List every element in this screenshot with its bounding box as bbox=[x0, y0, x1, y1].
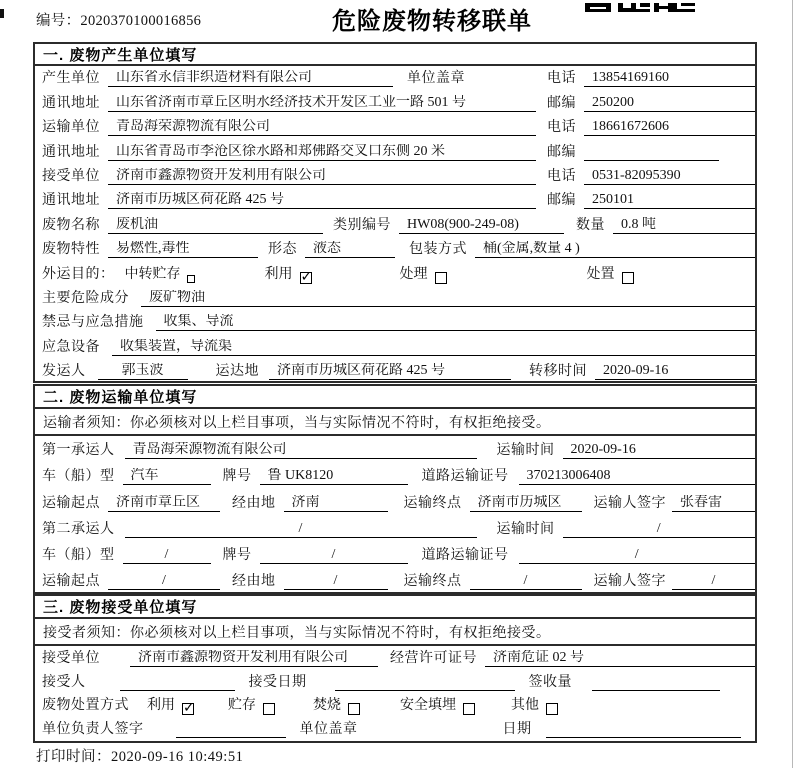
producer-value: 山东省永信非织造材料有限公司 bbox=[108, 70, 393, 87]
equipment-value: 收集装置，导流渠 bbox=[112, 339, 755, 356]
plate2-value: / bbox=[260, 547, 408, 564]
receiver-phone-label: 电话 bbox=[547, 168, 576, 184]
disposal-store-checkbox bbox=[263, 703, 275, 715]
purpose-option-label: 利用 bbox=[264, 266, 293, 282]
scan-page-edge bbox=[792, 0, 793, 768]
producer-row bbox=[35, 66, 755, 90]
manager-sign-value bbox=[176, 737, 286, 738]
vehicle1-value: 汽车 bbox=[123, 468, 211, 485]
transporter-row bbox=[35, 115, 755, 139]
origin2-value: / bbox=[108, 573, 220, 590]
purpose-option-dispose bbox=[587, 267, 634, 283]
category-label: 类别编号 bbox=[333, 217, 391, 233]
shipper-row bbox=[35, 359, 755, 383]
acceptor-row bbox=[35, 670, 755, 694]
end1-value: 济南市历城区 bbox=[470, 495, 582, 512]
via1-label: 经由地 bbox=[232, 495, 276, 511]
accept-unit-row bbox=[35, 646, 755, 670]
section-transporter bbox=[33, 384, 757, 594]
manager-sign-label: 单位负责人签字 bbox=[42, 722, 144, 738]
received-qty-label: 签收量 bbox=[528, 674, 572, 690]
disposal-utilize-checkbox bbox=[182, 703, 194, 715]
transfer-time-value: 2020-09-16 bbox=[595, 363, 755, 380]
print-time-label: 打印时间： bbox=[36, 749, 111, 765]
category-value: HW08(900-249-08) bbox=[399, 217, 564, 234]
transporter-addr-label: 通讯地址 bbox=[42, 144, 100, 160]
quantity-label: 数量 bbox=[576, 217, 605, 233]
time1-value: 2020-09-16 bbox=[563, 442, 756, 459]
permit1-value: 370213006408 bbox=[519, 468, 756, 485]
disposal-option-label: 其他 bbox=[511, 698, 539, 714]
receiver-phone-value: 0531-82095390 bbox=[584, 168, 755, 185]
purpose-row bbox=[35, 261, 755, 285]
purpose-option-label: 处理 bbox=[399, 266, 428, 282]
utilize-checkbox bbox=[300, 272, 312, 284]
receiver-zip-value: 250101 bbox=[584, 192, 755, 209]
vehicle2-value: / bbox=[123, 547, 211, 564]
purpose-option-treat bbox=[400, 267, 447, 283]
character-value: 易燃性,毒性 bbox=[108, 241, 258, 258]
carrier2-label: 第二承运人 bbox=[42, 521, 115, 537]
transporter-phone-value: 18661672606 bbox=[584, 119, 755, 136]
disposal-option-label: 贮存 bbox=[228, 698, 256, 714]
shipper-label: 发运人 bbox=[42, 364, 86, 380]
taboo-label: 禁忌与应急措施 bbox=[42, 315, 144, 331]
time2-value: / bbox=[563, 521, 756, 538]
purpose-option-label: 中转贮存 bbox=[124, 266, 181, 282]
quantity-value: 0.8 吨 bbox=[613, 217, 755, 234]
license-label: 经营许可证号 bbox=[390, 650, 477, 666]
transporter-address-row bbox=[35, 139, 755, 163]
doc-number-label: 编号： bbox=[36, 13, 81, 29]
section-producer bbox=[33, 42, 757, 383]
vehicle1-row bbox=[35, 462, 755, 488]
license-value: 济南危证 02 号 bbox=[485, 650, 755, 667]
transporter-zip-label: 邮编 bbox=[547, 144, 576, 160]
producer-zip-label: 邮编 bbox=[547, 95, 576, 111]
print-time-value: 2020-09-16 10:49:51 bbox=[111, 749, 244, 765]
transporter-value: 青岛海荣源物流有限公司 bbox=[108, 119, 536, 136]
sign1-label: 运输人签字 bbox=[593, 495, 666, 511]
transfer-storage-checkbox bbox=[187, 275, 195, 283]
route1-row bbox=[35, 488, 755, 514]
producer-phone-value: 13854169160 bbox=[584, 70, 755, 87]
doc-number-value: 2020370100016856 bbox=[80, 13, 202, 29]
section3-title: 三. 废物接受单位填写 bbox=[35, 596, 755, 619]
via1-value: 济南 bbox=[284, 495, 388, 512]
disposal-option-store bbox=[228, 698, 275, 714]
print-time bbox=[36, 745, 243, 766]
taboo-value: 收集、导流 bbox=[156, 314, 756, 331]
disposal-option-label: 焚烧 bbox=[313, 698, 341, 714]
accept-date-label: 接受日期 bbox=[248, 674, 307, 690]
receiver-label: 接受单位 bbox=[42, 168, 100, 184]
sign2-label: 运输人签字 bbox=[593, 574, 666, 590]
receiver-addr-label: 通讯地址 bbox=[42, 193, 100, 209]
disposal-option-other bbox=[511, 698, 558, 714]
doc-number bbox=[36, 9, 201, 30]
receiver-value: 济南市鑫源物资开发利用有限公司 bbox=[108, 168, 536, 185]
date-value bbox=[546, 737, 741, 738]
section2-title: 二. 废物运输单位填写 bbox=[35, 386, 755, 409]
transporter-addr-value: 山东省青岛市李沧区徐水路和郑佛路交叉口东侧 20 米 bbox=[108, 144, 536, 161]
section-receiver bbox=[33, 594, 757, 743]
section1-title: 一. 废物产生单位填写 bbox=[35, 44, 755, 66]
disposal-option-incinerate bbox=[313, 698, 360, 714]
sign2-value: / bbox=[672, 573, 755, 590]
via2-label: 经由地 bbox=[232, 574, 276, 590]
purpose-label: 外运目的： bbox=[42, 266, 115, 282]
carrier2-row bbox=[35, 515, 755, 541]
disposal-incinerate-checkbox bbox=[348, 703, 360, 715]
permit1-label: 道路运输证号 bbox=[421, 469, 509, 485]
received-qty-value bbox=[592, 690, 720, 691]
equipment-label: 应急设备 bbox=[42, 339, 100, 355]
carrier1-label: 第一承运人 bbox=[42, 443, 115, 459]
vehicle1-label: 车（船）型 bbox=[42, 469, 115, 485]
plate2-label: 牌号 bbox=[222, 547, 252, 563]
receiver-row bbox=[35, 164, 755, 188]
acceptor-value bbox=[120, 690, 235, 691]
destination-value: 济南市历城区荷花路 425 号 bbox=[269, 363, 511, 380]
transporter-phone-label: 电话 bbox=[547, 120, 576, 136]
disposal-label: 废物处置方式 bbox=[42, 698, 129, 714]
producer-addr-label: 通讯地址 bbox=[42, 95, 100, 111]
date-label: 日期 bbox=[502, 722, 532, 738]
accept-date-value bbox=[335, 690, 515, 691]
producer-label: 产生单位 bbox=[42, 71, 100, 87]
producer-zip-value: 250200 bbox=[584, 95, 755, 112]
end1-label: 运输终点 bbox=[403, 495, 462, 511]
transporter-notice: 运输者须知：你必须核对以上栏目事项，当与实际情况不符时，有权拒绝接受。 bbox=[35, 409, 755, 436]
waste-name-value: 废机油 bbox=[108, 217, 323, 234]
carrier1-row bbox=[35, 436, 755, 462]
accept-unit-value: 济南市鑫源物资开发利用有限公司 bbox=[130, 650, 378, 667]
disposal-option-label: 安全填埋 bbox=[400, 698, 456, 714]
permit2-label: 道路运输证号 bbox=[421, 547, 509, 563]
end2-label: 运输终点 bbox=[403, 574, 462, 590]
disposal-landfill-checkbox bbox=[463, 703, 475, 715]
purpose-option-label: 处置 bbox=[586, 266, 615, 282]
producer-address-row bbox=[35, 90, 755, 114]
transfer-time-label: 转移时间 bbox=[529, 364, 587, 380]
producer-addr-value: 山东省济南市章丘区明水经济技术开发区工业一路 501 号 bbox=[108, 95, 536, 112]
page-title: 危险废物转移联单 bbox=[332, 8, 532, 35]
disposal-other-checkbox bbox=[546, 703, 558, 715]
character-label: 废物特性 bbox=[42, 242, 100, 258]
transporter-zip-value bbox=[584, 160, 719, 161]
origin2-label: 运输起点 bbox=[42, 574, 100, 590]
packing-label: 包装方式 bbox=[409, 242, 467, 258]
purpose-option-transfer-storage bbox=[125, 267, 195, 283]
hazard-row bbox=[35, 286, 755, 310]
plate1-label: 牌号 bbox=[222, 469, 252, 485]
sign1-value: 张春雷 bbox=[672, 495, 755, 512]
waste-name-label: 废物名称 bbox=[42, 217, 100, 233]
time2-label: 运输时间 bbox=[496, 521, 555, 537]
receiver-address-row bbox=[35, 188, 755, 212]
manager-sign-row bbox=[35, 717, 755, 741]
transporter-label: 运输单位 bbox=[42, 120, 100, 136]
waste-name-row bbox=[35, 212, 755, 236]
disposal-option-utilize bbox=[147, 698, 194, 714]
via2-value: / bbox=[284, 573, 388, 590]
producer-phone-label: 电话 bbox=[547, 71, 576, 87]
taboo-row bbox=[35, 310, 755, 334]
seal-label: 单位盖章 bbox=[407, 71, 465, 87]
destination-label: 运达地 bbox=[215, 364, 259, 380]
permit2-value: / bbox=[519, 547, 756, 564]
treat-checkbox bbox=[435, 272, 447, 284]
receiver-addr-value: 济南市历城区荷花路 425 号 bbox=[108, 192, 536, 209]
disposal-option-landfill bbox=[400, 698, 475, 714]
disposal-row bbox=[35, 694, 755, 718]
hazard-label: 主要危险成分 bbox=[42, 290, 129, 306]
purpose-option-utilize bbox=[265, 267, 312, 283]
packing-value: 桶(金属,数量 4 ) bbox=[475, 241, 755, 258]
dispose-checkbox bbox=[622, 272, 634, 284]
form-label: 形态 bbox=[268, 242, 297, 258]
receiver-notice: 接受者须知：你必须核对以上栏目事项，当与实际情况不符时，有权拒绝接受。 bbox=[35, 619, 755, 646]
accept-unit-label: 接受单位 bbox=[42, 650, 100, 666]
carrier1-value: 青岛海荣源物流有限公司 bbox=[125, 442, 477, 459]
disposal-option-label: 利用 bbox=[147, 698, 175, 714]
vehicle2-label: 车（船）型 bbox=[42, 547, 115, 563]
origin1-label: 运输起点 bbox=[42, 495, 100, 511]
receiver-zip-label: 邮编 bbox=[547, 193, 576, 209]
carrier2-value: / bbox=[125, 521, 477, 538]
end2-value: / bbox=[470, 573, 582, 590]
qr-code-icon bbox=[585, 0, 710, 18]
shipper-value: 郭玉波 bbox=[98, 363, 188, 380]
equipment-row bbox=[35, 334, 755, 358]
hazard-value: 废矿物油 bbox=[141, 290, 755, 307]
acceptor-label: 接受人 bbox=[42, 674, 86, 690]
vehicle2-row bbox=[35, 541, 755, 567]
time1-label: 运输时间 bbox=[496, 443, 555, 459]
scan-artifact bbox=[0, 9, 4, 18]
plate1-value: 鲁 UK8120 bbox=[260, 468, 408, 485]
origin1-value: 济南市章丘区 bbox=[108, 495, 220, 512]
waste-character-row bbox=[35, 237, 755, 261]
form-value: 液态 bbox=[305, 241, 395, 258]
unit-seal-label: 单位盖章 bbox=[299, 722, 358, 738]
route2-row bbox=[35, 567, 755, 593]
